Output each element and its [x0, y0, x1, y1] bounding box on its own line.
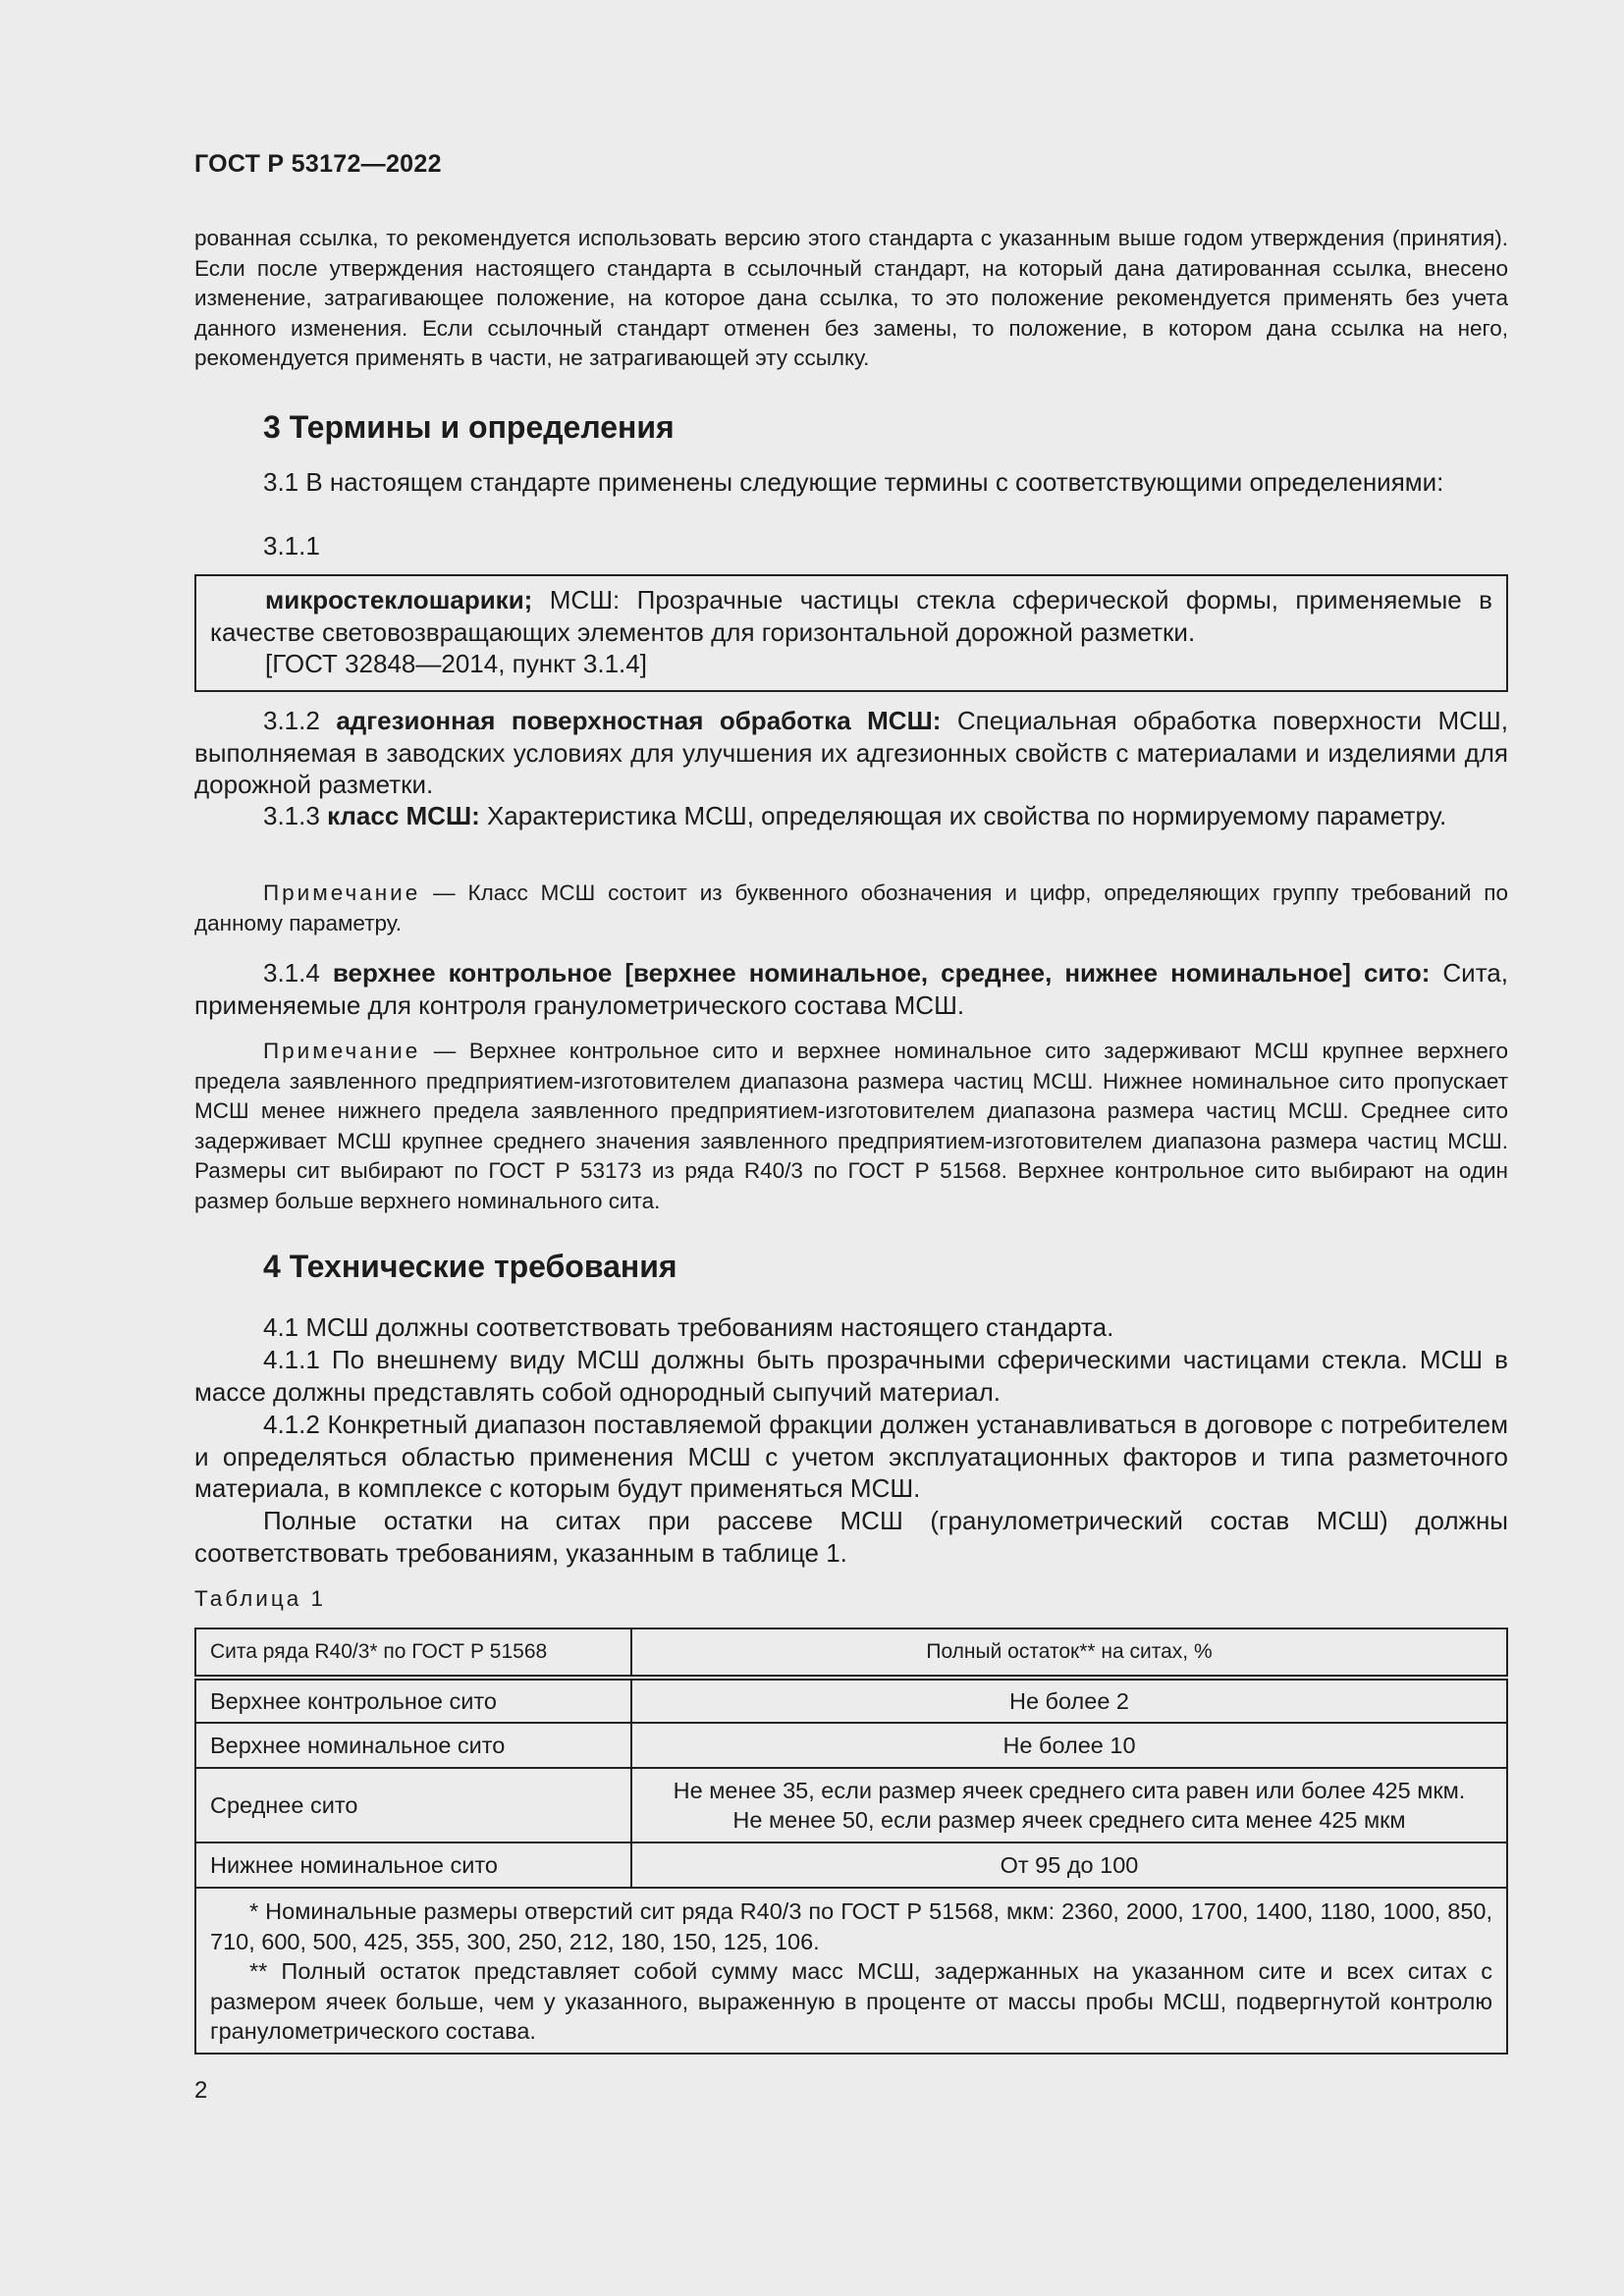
term-source: [ГОСТ 32848—2014, пункт 3.1.4] [265, 649, 647, 678]
section-3-heading: 3 Термины и определения [263, 409, 675, 445]
paragraph-3-1-4-text: Сита, применяемые для контроля гранулометрического состава МСШ. [194, 958, 1508, 1020]
table-row [195, 1723, 1507, 1768]
paragraph-3-1-3-text: Характеристика МСШ, определяющая их свойства по нормируемому параметру. [479, 801, 1447, 830]
paragraph-3-1-4 [194, 957, 1508, 1021]
paragraph-3-1-2-term: адгезионная поверхностная обработка МСШ: [336, 706, 942, 735]
table-footnotes-row [195, 1888, 1507, 2054]
table-footnote-1: * Номинальные размеры отверстий сит ряда R40/3 по ГОСТ Р 51568, мкм: 2360, 2000, 1700, 1400, 1180, 1000, 850, 710, 600, 500, 425, 355, 300, 250, 212, 180, 150, 125, 106. [210, 1898, 1492, 1954]
page-header: ГОСТ Р 53172—2022 [194, 150, 442, 178]
paragraph-3-1: 3.1 В настоящем стандарте применены следующие термины с соответствующими определениями: [263, 467, 1444, 497]
note-2-text: — Верхнее контрольное сито и верхнее номинальное сито задерживают МСШ крупнее верхнего предела заявленного предприятием-изготовителем диапазона размера частиц МСШ. Нижнее номинальное сито пропускает МСШ менее нижнего предела заявленного предприятием-изготовителем диапазона размера частиц МСШ. Среднее сито задерживает МСШ крупнее среднего значения заявленного предприятием-изготовителем диапазона размера частиц МСШ. Размеры сит выбирают по ГОСТ Р 53173 из ряда R40/3 по ГОСТ Р 51568. Верхнее контрольное сито выбирают на один размер больше верхнего номинального сита. [194, 1039, 1508, 1213]
paragraph-3-1-3-number: 3.1.3 [263, 801, 328, 830]
paragraph-3-1-2 [194, 705, 1508, 801]
paragraph-3-1-2-number: 3.1.2 [263, 706, 337, 735]
paragraph-3-1-3 [194, 800, 1508, 832]
table-footnote-2: ** Полный остаток представляет собой сумму масс МСШ, задержанных на указанном сите и всех ситах с размером ячеек больше, чем у указанного, выраженную в проценте от массы пробы МСШ, подвергнутой контролю гранулометрического состава. [210, 1958, 1492, 2044]
table-header-row [195, 1629, 1507, 1678]
table-cell-residue [631, 1768, 1507, 1842]
table-cell-residue: Не более 2 [631, 1678, 1507, 1723]
table-row [195, 1768, 1507, 1842]
term-definition-box [194, 574, 1508, 692]
table-header-sieves: Сита ряда R40/3* по ГОСТ Р 51568 [195, 1629, 631, 1678]
note-2 [194, 1037, 1508, 1216]
paragraph-residues: Полные остатки на ситах при рассеве МСШ (гранулометрический состав МСШ) должны соответствовать требованиям, указанным в таблице 1. [194, 1506, 1508, 1568]
paragraph-4-1: 4.1 МСШ должны соответствовать требованиям настоящего стандарта. [263, 1312, 1114, 1342]
table-cell-sieve: Нижнее номинальное сито [195, 1842, 631, 1888]
table-1 [194, 1628, 1508, 2055]
note-1-label: Примечание [263, 881, 421, 905]
paragraph-4-1-2: 4.1.2 Конкретный диапазон поставляемой фракции должен устанавливаться в договоре с потребителем и определяться областью применения МСШ с учетом эксплуатационных факторов и типа разметочного материала, в комплексе с которым будут применяться МСШ. [194, 1410, 1508, 1503]
term-name: микростеклошарики; [265, 585, 533, 614]
table-cell-residue-line-1: Не менее 35, если размер ячеек среднего сита равен или более 425 мкм. [673, 1778, 1466, 1803]
paragraph-3-1-2-text: Специальная обработка поверхности МСШ, выполняемая в заводских условиях для улучшения их адгезионных свойств с материалами и изделиями для дорожной разметки. [194, 706, 1508, 799]
paragraph-3-1-1-number: 3.1.1 [263, 531, 320, 561]
page-number: 2 [194, 2077, 208, 2104]
table-row [195, 1678, 1507, 1723]
table-header-residue: Полный остаток** на ситах, % [631, 1629, 1507, 1678]
table-footnotes [195, 1888, 1507, 2054]
paragraph-3-1-4-term: верхнее контрольное [верхнее номинальное, среднее, нижнее номинальное] сито: [332, 958, 1431, 988]
section-4-heading: 4 Технические требования [263, 1249, 677, 1284]
table-cell-sieve: Верхнее контрольное сито [195, 1678, 631, 1723]
note-1-text: — Класс МСШ состоит из буквенного обозначения и цифр, определяющих группу требований по данному параметру. [194, 881, 1508, 935]
table-cell-sieve: Верхнее номинальное сито [195, 1723, 631, 1768]
paragraph-4-1-1: 4.1.1 По внешнему виду МСШ должны быть прозрачными сферическими частицами стекла. МСШ в массе должны представлять собой однородный сыпучий материал. [194, 1345, 1508, 1407]
table-cell-residue-line-2: Не менее 50, если размер ячеек среднего сита менее 425 мкм [732, 1807, 1406, 1833]
note-2-label: Примечание [263, 1039, 421, 1063]
intro-paragraph: рованная ссылка, то рекомендуется использовать версию этого стандарта с указанным выше годом утверждения (принятия). Если после утверждения настоящего стандарта в ссылочный стандарт, на который дана датированная ссылка, внесено изменение, затрагивающее положение, на которое дана ссылка, то это положение рекомендуется применять без учета данного изменения. Если ссылочный стандарт отменен без замены, то положение, в котором дана ссылка на него, рекомендуется применять в части, не затрагивающей эту ссылку. [194, 226, 1508, 370]
table-cell-sieve: Среднее сито [195, 1768, 631, 1842]
table-cell-residue: От 95 до 100 [631, 1842, 1507, 1888]
term-definition [210, 584, 1492, 648]
table-row [195, 1842, 1507, 1888]
paragraph-3-1-4-number: 3.1.4 [263, 958, 333, 988]
table-1-caption: Таблица 1 [194, 1586, 326, 1611]
term-definition-text: МСШ: Прозрачные частицы стекла сферической формы, применяемые в качестве световозвращающих элементов для горизонтальной дорожной разметки. [210, 585, 1492, 647]
note-1 [194, 879, 1508, 938]
paragraph-3-1-3-term: класс МСШ: [327, 801, 480, 830]
table-cell-residue: Не более 10 [631, 1723, 1507, 1768]
